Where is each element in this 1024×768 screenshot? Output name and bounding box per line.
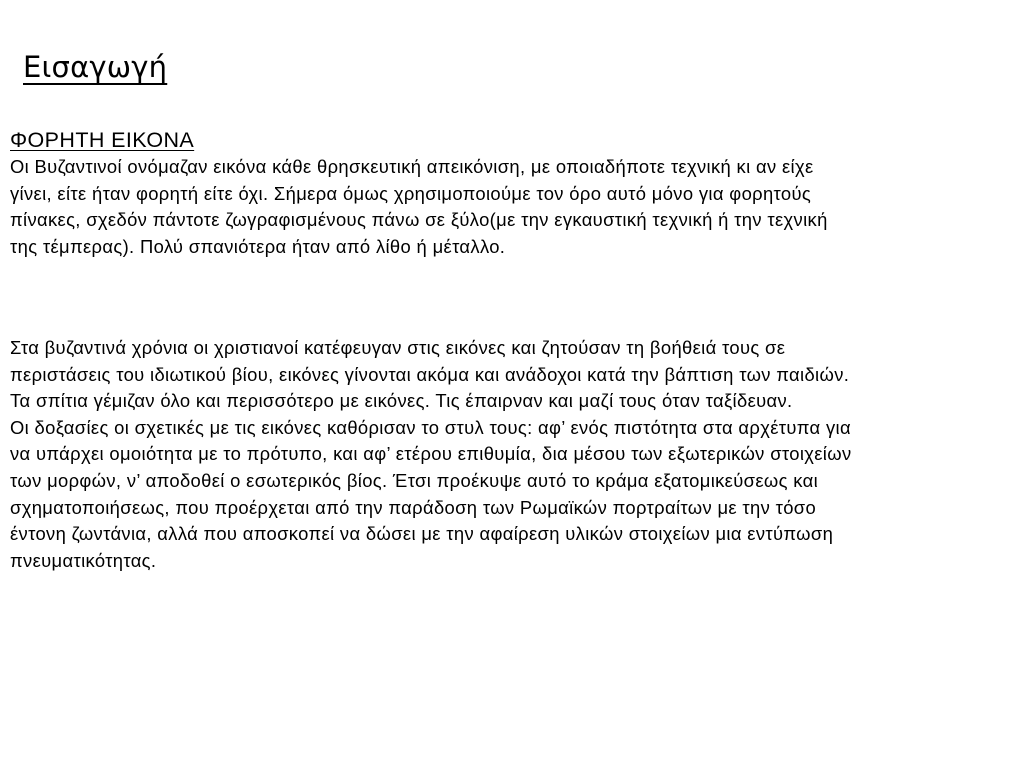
text-block-byzantine-use [10,335,1018,574]
paragraph-line: Στα βυζαντινά χρόνια οι χριστιανοί κατέφευγαν στις εικόνες και ζητούσαν τη βοήθειά τους σε [10,337,786,358]
section-heading: ΦΟΡΗΤΗ ΕΙΚΟΝΑ [10,128,195,152]
paragraph-line: σχηματοποιήσεως, που προέρχεται από την παράδοση των Ρωμαϊκών πορτραίτων με την τόσο [10,496,817,518]
paragraph-daily-life [10,335,1018,415]
slide-title: Εισαγωγή [23,50,168,84]
paragraph-line: γίνει, είτε ήταν φορητή είτε όχι. Σήμερα όμως χρησιμοποιούμε τον όρο αυτό μόνο για φορητούς [10,182,812,204]
paragraph-line: Τα σπίτια γέμιζαν όλο και περισσότερο με εικόνες. Τις έπαιρναν και μαζί τους όταν ταξίδευαν. [10,390,793,412]
paragraph-definition [10,154,1018,260]
paragraph-line: Οι δοξασίες οι σχετικές με τις εικόνες καθόρισαν το στυλ τους: αφ’ ενός πιστότητα στα αρχέτυπα για [10,416,851,438]
paragraph-line: πνευματικότητας. [10,549,157,571]
paragraph-line: περιστάσεις του ιδιωτικού βίου, εικόνες γίνονται ακόμα και ανάδοχοι κατά την βάπτιση των παιδιών. [10,363,850,385]
text-block-portable-icon [10,127,1018,260]
paragraph-line: Οι Βυζαντινοί ονόμαζαν εικόνα κάθε θρησκευτική απεικόνιση, με οποιαδήποτε τεχνική κι αν είχε [10,156,814,177]
paragraph-style [10,415,1018,575]
paragraph-line: πίνακες, σχεδόν πάντοτε ζωγραφισμένους πάνω σε ξύλο(με την εγκαυστική τεχνική ή την τεχνική [10,209,828,231]
paragraph-line: να υπάρχει ομοιότητα με το πρότυπο, και αφ’ ετέρου επιθυμία, δια μέσου των εξωτερικών στοιχείων [10,443,852,465]
paragraph-line: των μορφών, ν’ αποδοθεί ο εσωτερικός βίος. Έτσι προέκυψε αυτό το κράμα εξατομικεύσεως και [10,469,819,491]
paragraph-line: έντονη ζωντάνια, αλλά που αποσκοπεί να δώσει με την αφαίρεση υλικών στοιχείων μια εντύπωση [10,523,834,545]
paragraph-line: της τέμπερας). Πολύ σπανιότερα ήταν από λίθο ή μέταλλο. [10,235,506,257]
